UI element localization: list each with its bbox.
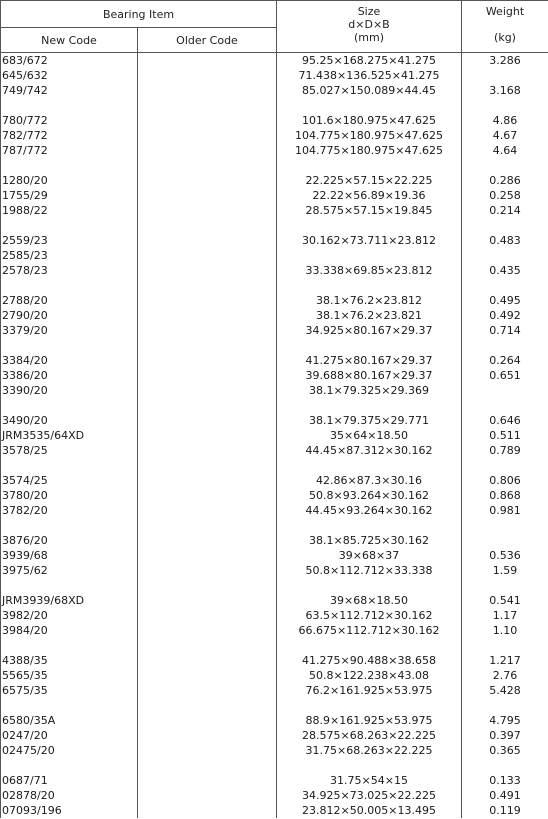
new-code-cell: 1755/29 bbox=[1, 188, 138, 203]
size-cell: 22.22×56.89×19.36 bbox=[277, 188, 462, 203]
table-row bbox=[1, 428, 548, 443]
weight-cell: 2.76 bbox=[462, 668, 548, 683]
table-row bbox=[1, 263, 548, 278]
empty-cell bbox=[1, 758, 138, 773]
table-row bbox=[1, 83, 548, 98]
new-code-cell: 2788/20 bbox=[1, 293, 138, 308]
new-code-cell: 3574/25 bbox=[1, 473, 138, 488]
size-cell: 34.925×80.167×29.37 bbox=[277, 323, 462, 338]
table-row bbox=[1, 473, 548, 488]
size-cell: 101.6×180.975×47.625 bbox=[277, 113, 462, 128]
size-cell: 66.675×112.712×30.162 bbox=[277, 623, 462, 638]
empty-cell bbox=[462, 278, 548, 293]
new-code-cell: 3379/20 bbox=[1, 323, 138, 338]
new-code-cell: 3782/20 bbox=[1, 503, 138, 518]
older-code-cell bbox=[138, 788, 277, 803]
weight-cell: 4.64 bbox=[462, 143, 548, 158]
bearing-item-header: Bearing Item bbox=[1, 1, 277, 28]
size-cell: 28.575×57.15×19.845 bbox=[277, 203, 462, 218]
group-separator bbox=[1, 698, 548, 713]
size-unit: (mm) bbox=[353, 31, 384, 44]
size-cell: 95.25×168.275×41.275 bbox=[277, 53, 462, 69]
group-separator bbox=[1, 578, 548, 593]
table-row bbox=[1, 143, 548, 158]
size-cell: 35×64×18.50 bbox=[277, 428, 462, 443]
empty-cell bbox=[277, 698, 462, 713]
weight-cell: 0.286 bbox=[462, 173, 548, 188]
table-row bbox=[1, 743, 548, 758]
new-code-cell: 3984/20 bbox=[1, 623, 138, 638]
group-separator bbox=[1, 338, 548, 353]
older-code-cell bbox=[138, 128, 277, 143]
empty-cell bbox=[1, 578, 138, 593]
new-code-cell: 3939/68 bbox=[1, 548, 138, 563]
weight-cell: 0.714 bbox=[462, 323, 548, 338]
table-row bbox=[1, 113, 548, 128]
table-row bbox=[1, 803, 548, 818]
table-row bbox=[1, 203, 548, 218]
weight-cell: 0.651 bbox=[462, 368, 548, 383]
older-code-cell bbox=[138, 683, 277, 698]
size-cell: 76.2×161.925×53.975 bbox=[277, 683, 462, 698]
new-code-cell: 3384/20 bbox=[1, 353, 138, 368]
empty-cell bbox=[462, 398, 548, 413]
size-cell: 33.338×69.85×23.812 bbox=[277, 263, 462, 278]
weight-cell: 0.491 bbox=[462, 788, 548, 803]
weight-cell: 4.86 bbox=[462, 113, 548, 128]
size-cell: 22.225×57.15×22.225 bbox=[277, 173, 462, 188]
empty-cell bbox=[1, 278, 138, 293]
size-cell: 71.438×136.525×41.275 bbox=[277, 68, 462, 83]
older-code-cell bbox=[138, 173, 277, 188]
table-row bbox=[1, 353, 548, 368]
table-row bbox=[1, 308, 548, 323]
group-separator bbox=[1, 398, 548, 413]
empty-cell bbox=[277, 758, 462, 773]
empty-cell bbox=[138, 218, 277, 233]
new-code-cell: 2559/23 bbox=[1, 233, 138, 248]
table-body bbox=[1, 53, 548, 819]
table-row bbox=[1, 608, 548, 623]
weight-cell: 0.511 bbox=[462, 428, 548, 443]
table-header bbox=[1, 1, 548, 53]
new-code-cell: 782/772 bbox=[1, 128, 138, 143]
size-cell: 50.8×93.264×30.162 bbox=[277, 488, 462, 503]
size-cell: 85.027×150.089×44.45 bbox=[277, 83, 462, 98]
table-row bbox=[1, 173, 548, 188]
new-code-cell: 780/772 bbox=[1, 113, 138, 128]
older-code-cell bbox=[138, 143, 277, 158]
size-cell: 23.812×50.005×13.495 bbox=[277, 803, 462, 818]
empty-cell bbox=[277, 158, 462, 173]
size-cell: 41.275×90.488×38.658 bbox=[277, 653, 462, 668]
size-cell: 104.775×180.975×47.625 bbox=[277, 128, 462, 143]
weight-cell bbox=[462, 383, 548, 398]
weight-cell: 0.483 bbox=[462, 233, 548, 248]
new-code-cell: 787/772 bbox=[1, 143, 138, 158]
weight-cell bbox=[462, 533, 548, 548]
older-code-cell bbox=[138, 113, 277, 128]
table-row bbox=[1, 788, 548, 803]
empty-cell bbox=[1, 638, 138, 653]
older-code-cell bbox=[138, 608, 277, 623]
size-cell: 50.8×112.712×33.338 bbox=[277, 563, 462, 578]
new-code-cell: 6575/35 bbox=[1, 683, 138, 698]
older-code-cell bbox=[138, 548, 277, 563]
empty-cell bbox=[277, 338, 462, 353]
weight-cell: 4.67 bbox=[462, 128, 548, 143]
table-row bbox=[1, 563, 548, 578]
empty-cell bbox=[462, 158, 548, 173]
table-row bbox=[1, 383, 548, 398]
table-row bbox=[1, 683, 548, 698]
older-code-cell bbox=[138, 323, 277, 338]
older-code-cell bbox=[138, 488, 277, 503]
empty-cell bbox=[462, 458, 548, 473]
weight-cell: 0.541 bbox=[462, 593, 548, 608]
group-separator bbox=[1, 758, 548, 773]
new-code-header: New Code bbox=[1, 28, 138, 53]
weight-cell: 5.428 bbox=[462, 683, 548, 698]
older-code-cell bbox=[138, 368, 277, 383]
size-cell: 38.1×85.725×30.162 bbox=[277, 533, 462, 548]
empty-cell bbox=[138, 698, 277, 713]
weight-cell: 4.795 bbox=[462, 713, 548, 728]
new-code-cell: 683/672 bbox=[1, 53, 138, 69]
older-code-cell bbox=[138, 263, 277, 278]
new-code-cell: 07093/196 bbox=[1, 803, 138, 818]
weight-cell: 0.133 bbox=[462, 773, 548, 788]
new-code-cell: JRM3535/64XD bbox=[1, 428, 138, 443]
table-row bbox=[1, 713, 548, 728]
new-code-cell: 3390/20 bbox=[1, 383, 138, 398]
older-code-cell bbox=[138, 413, 277, 428]
weight-cell: 1.17 bbox=[462, 608, 548, 623]
weight-cell: 0.536 bbox=[462, 548, 548, 563]
table-row bbox=[1, 233, 548, 248]
new-code-cell: 2578/23 bbox=[1, 263, 138, 278]
older-code-header: Older Code bbox=[138, 28, 277, 53]
table-row bbox=[1, 623, 548, 638]
new-code-cell: 645/632 bbox=[1, 68, 138, 83]
empty-cell bbox=[138, 278, 277, 293]
table-row bbox=[1, 533, 548, 548]
new-code-cell: 02475/20 bbox=[1, 743, 138, 758]
new-code-cell: 2790/20 bbox=[1, 308, 138, 323]
weight-spacer bbox=[462, 18, 548, 31]
older-code-cell bbox=[138, 383, 277, 398]
new-code-cell: 3975/62 bbox=[1, 563, 138, 578]
empty-cell bbox=[277, 218, 462, 233]
size-cell bbox=[277, 248, 462, 263]
table-row bbox=[1, 248, 548, 263]
empty-cell bbox=[277, 398, 462, 413]
size-cell: 31.75×68.263×22.225 bbox=[277, 743, 462, 758]
table-row bbox=[1, 548, 548, 563]
older-code-cell bbox=[138, 668, 277, 683]
weight-cell: 0.258 bbox=[462, 188, 548, 203]
table-row bbox=[1, 593, 548, 608]
empty-cell bbox=[138, 578, 277, 593]
empty-cell bbox=[1, 218, 138, 233]
table-row bbox=[1, 728, 548, 743]
empty-cell bbox=[462, 98, 548, 113]
older-code-cell bbox=[138, 533, 277, 548]
weight-cell: 0.492 bbox=[462, 308, 548, 323]
new-code-cell: 3490/20 bbox=[1, 413, 138, 428]
empty-cell bbox=[1, 338, 138, 353]
empty-cell bbox=[138, 758, 277, 773]
table-row bbox=[1, 653, 548, 668]
table-row bbox=[1, 293, 548, 308]
size-header bbox=[277, 1, 462, 53]
new-code-cell: 1988/22 bbox=[1, 203, 138, 218]
size-cell: 104.775×180.975×47.625 bbox=[277, 143, 462, 158]
older-code-cell bbox=[138, 623, 277, 638]
size-cell: 30.162×73.711×23.812 bbox=[277, 233, 462, 248]
table-row bbox=[1, 68, 548, 83]
older-code-cell bbox=[138, 728, 277, 743]
size-cell: 38.1×79.325×29.369 bbox=[277, 383, 462, 398]
weight-header bbox=[462, 1, 548, 53]
empty-cell bbox=[462, 758, 548, 773]
weight-cell: 0.789 bbox=[462, 443, 548, 458]
older-code-cell bbox=[138, 773, 277, 788]
table-row bbox=[1, 503, 548, 518]
size-cell: 44.45×87.312×30.162 bbox=[277, 443, 462, 458]
weight-cell: 1.10 bbox=[462, 623, 548, 638]
weight-cell: 0.435 bbox=[462, 263, 548, 278]
older-code-cell bbox=[138, 308, 277, 323]
empty-cell bbox=[462, 698, 548, 713]
empty-cell bbox=[138, 98, 277, 113]
size-formula: d×D×B bbox=[348, 18, 390, 31]
weight-cell: 0.397 bbox=[462, 728, 548, 743]
size-cell: 39.688×80.167×29.37 bbox=[277, 368, 462, 383]
new-code-cell: 4388/35 bbox=[1, 653, 138, 668]
empty-cell bbox=[1, 398, 138, 413]
size-cell: 38.1×76.2×23.812 bbox=[277, 293, 462, 308]
group-separator bbox=[1, 158, 548, 173]
table-row bbox=[1, 668, 548, 683]
new-code-cell: 0687/71 bbox=[1, 773, 138, 788]
size-cell: 44.45×93.264×30.162 bbox=[277, 503, 462, 518]
older-code-cell bbox=[138, 713, 277, 728]
empty-cell bbox=[138, 338, 277, 353]
older-code-cell bbox=[138, 443, 277, 458]
new-code-cell: 3386/20 bbox=[1, 368, 138, 383]
table-row bbox=[1, 323, 548, 338]
size-title: Size bbox=[357, 5, 381, 18]
new-code-cell: JRM3939/68XD bbox=[1, 593, 138, 608]
weight-cell: 0.806 bbox=[462, 473, 548, 488]
weight-cell: 0.495 bbox=[462, 293, 548, 308]
group-separator bbox=[1, 458, 548, 473]
new-code-cell: 6580/35A bbox=[1, 713, 138, 728]
size-cell: 50.8×122.238×43.08 bbox=[277, 668, 462, 683]
empty-cell bbox=[462, 338, 548, 353]
older-code-cell bbox=[138, 473, 277, 488]
empty-cell bbox=[462, 638, 548, 653]
table-row bbox=[1, 773, 548, 788]
group-separator bbox=[1, 638, 548, 653]
empty-cell bbox=[138, 518, 277, 533]
new-code-cell: 1280/20 bbox=[1, 173, 138, 188]
older-code-cell bbox=[138, 503, 277, 518]
size-cell: 88.9×161.925×53.975 bbox=[277, 713, 462, 728]
empty-cell bbox=[1, 458, 138, 473]
size-cell: 39×68×18.50 bbox=[277, 593, 462, 608]
new-code-cell: 3578/25 bbox=[1, 443, 138, 458]
weight-cell: 1.217 bbox=[462, 653, 548, 668]
older-code-cell bbox=[138, 233, 277, 248]
empty-cell bbox=[277, 458, 462, 473]
older-code-cell bbox=[138, 563, 277, 578]
empty-cell bbox=[277, 98, 462, 113]
older-code-cell bbox=[138, 803, 277, 818]
weight-cell: 0.264 bbox=[462, 353, 548, 368]
size-cell: 38.1×79.375×29.771 bbox=[277, 413, 462, 428]
new-code-cell: 3876/20 bbox=[1, 533, 138, 548]
new-code-cell: 3780/20 bbox=[1, 488, 138, 503]
new-code-cell: 2585/23 bbox=[1, 248, 138, 263]
size-cell: 28.575×68.263×22.225 bbox=[277, 728, 462, 743]
older-code-cell bbox=[138, 83, 277, 98]
older-code-cell bbox=[138, 293, 277, 308]
table-row bbox=[1, 443, 548, 458]
weight-cell: 0.646 bbox=[462, 413, 548, 428]
older-code-cell bbox=[138, 68, 277, 83]
group-separator bbox=[1, 518, 548, 533]
empty-cell bbox=[1, 98, 138, 113]
older-code-cell bbox=[138, 353, 277, 368]
empty-cell bbox=[138, 458, 277, 473]
size-cell: 31.75×54×15 bbox=[277, 773, 462, 788]
empty-cell bbox=[138, 158, 277, 173]
empty-cell bbox=[462, 218, 548, 233]
table-row bbox=[1, 488, 548, 503]
new-code-cell: 749/742 bbox=[1, 83, 138, 98]
empty-cell bbox=[138, 398, 277, 413]
table-row bbox=[1, 413, 548, 428]
group-separator bbox=[1, 218, 548, 233]
size-cell: 39×68×37 bbox=[277, 548, 462, 563]
weight-title: Weight bbox=[485, 5, 525, 18]
new-code-cell: 0247/20 bbox=[1, 728, 138, 743]
size-cell: 63.5×112.712×30.162 bbox=[277, 608, 462, 623]
empty-cell bbox=[277, 278, 462, 293]
new-code-cell: 5565/35 bbox=[1, 668, 138, 683]
older-code-cell bbox=[138, 653, 277, 668]
older-code-cell bbox=[138, 203, 277, 218]
table-row bbox=[1, 188, 548, 203]
older-code-cell bbox=[138, 188, 277, 203]
weight-cell bbox=[462, 68, 548, 83]
empty-cell bbox=[277, 578, 462, 593]
new-code-cell: 02878/20 bbox=[1, 788, 138, 803]
weight-cell: 0.868 bbox=[462, 488, 548, 503]
older-code-cell bbox=[138, 53, 277, 69]
empty-cell bbox=[462, 578, 548, 593]
weight-cell bbox=[462, 248, 548, 263]
weight-cell: 0.365 bbox=[462, 743, 548, 758]
weight-cell: 3.286 bbox=[462, 53, 548, 69]
empty-cell bbox=[1, 518, 138, 533]
empty-cell bbox=[1, 698, 138, 713]
group-separator bbox=[1, 278, 548, 293]
older-code-cell bbox=[138, 248, 277, 263]
table-row bbox=[1, 368, 548, 383]
table-row bbox=[1, 53, 548, 69]
older-code-cell bbox=[138, 743, 277, 758]
empty-cell bbox=[277, 638, 462, 653]
new-code-cell: 3982/20 bbox=[1, 608, 138, 623]
size-cell: 34.925×73.025×22.225 bbox=[277, 788, 462, 803]
older-code-cell bbox=[138, 428, 277, 443]
size-cell: 42.86×87.3×30.16 bbox=[277, 473, 462, 488]
weight-cell: 0.119 bbox=[462, 803, 548, 818]
empty-cell bbox=[277, 518, 462, 533]
weight-cell: 1.59 bbox=[462, 563, 548, 578]
older-code-cell bbox=[138, 593, 277, 608]
weight-cell: 0.214 bbox=[462, 203, 548, 218]
size-cell: 41.275×80.167×29.37 bbox=[277, 353, 462, 368]
empty-cell bbox=[462, 518, 548, 533]
weight-cell: 0.981 bbox=[462, 503, 548, 518]
weight-unit: (kg) bbox=[494, 31, 516, 44]
size-cell: 38.1×76.2×23.821 bbox=[277, 308, 462, 323]
empty-cell bbox=[138, 638, 277, 653]
empty-cell bbox=[1, 158, 138, 173]
group-separator bbox=[1, 98, 548, 113]
weight-cell: 3.168 bbox=[462, 83, 548, 98]
table-row bbox=[1, 128, 548, 143]
